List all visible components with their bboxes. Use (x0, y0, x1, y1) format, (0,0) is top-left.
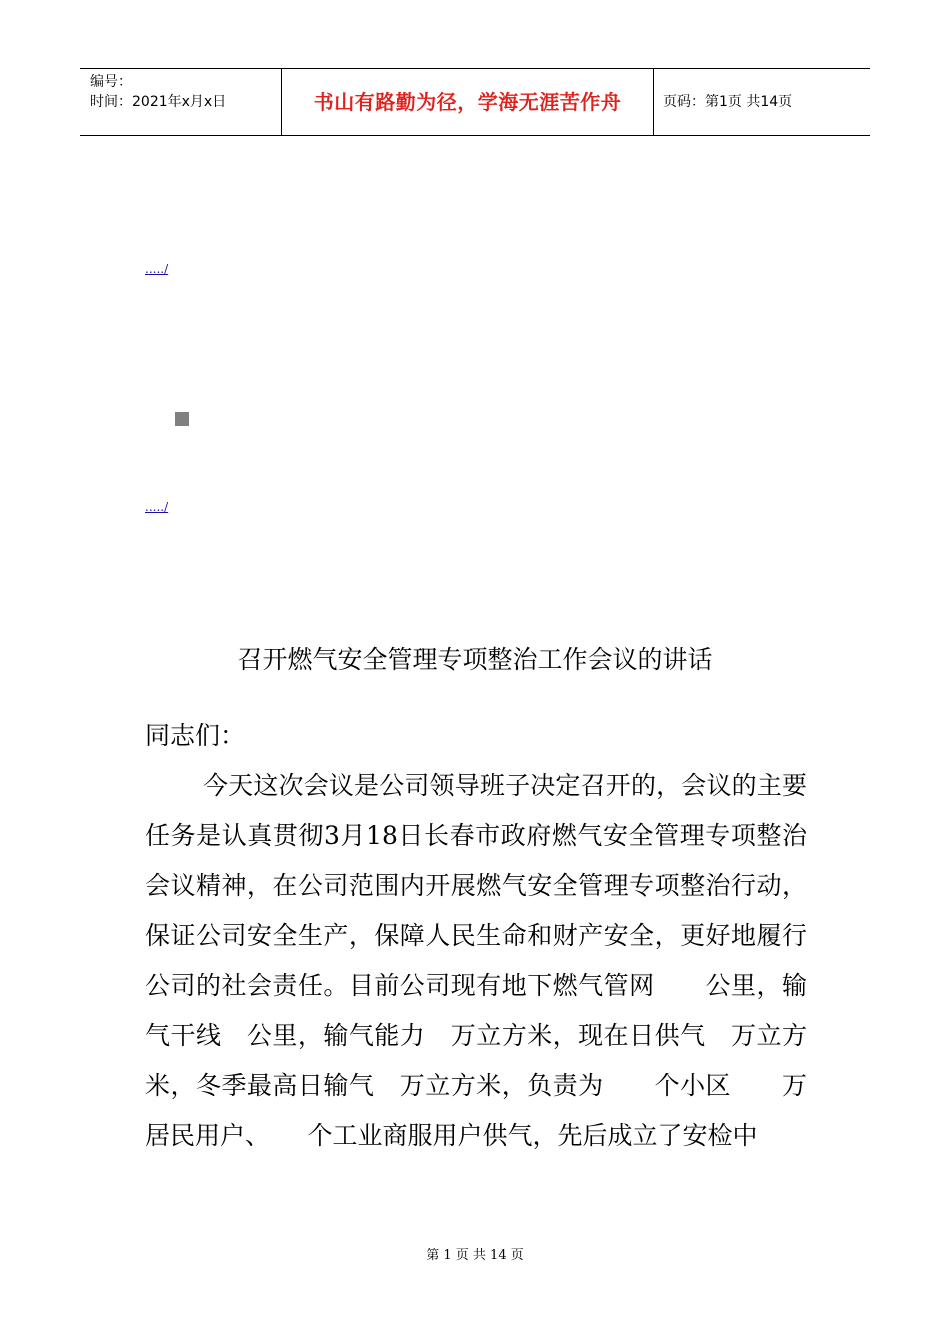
page-header (80, 68, 870, 136)
ellipsis-link-top[interactable]: ...../ (145, 262, 169, 276)
document-title: 召开燃气安全管理专项整治工作会议的讲话 (237, 645, 713, 674)
header-motto: 书山有路勤为径，学海无涯苦作舟 (282, 69, 654, 135)
header-meta (80, 69, 282, 135)
square-icon (175, 412, 189, 426)
document-number-label: 编号： (90, 74, 132, 90)
header-page-info: 页码：第1页 共14页 (663, 94, 793, 110)
ellipsis-link-bottom[interactable]: ...../ (145, 500, 169, 514)
document-date-label: 时间：2021年x月x日 (90, 94, 227, 110)
salutation: 同志们： (145, 721, 246, 750)
body-paragraph: 今天这次会议是公司领导班子决定召开的，会议的主要任务是认真贯彻3月18日长春市政府燃气安全管理专项整治会议精神，在公司范围内开展燃气安全管理专项整治行动，保证公司安全生产，保障人民生命和财产安全，更好地履行公司的社会责任。目前公司现有地下燃气管网 公里，输气干线 公里，输气能力 万立方米，现在日供气 万立方米，冬季最高日输气 万立方米，负责为 个小区 万居民用户、 个工业商服用户供气，先后成立了安检中 (145, 771, 807, 1150)
page-footer: 第 1 页 共 14 页 (426, 1248, 524, 1263)
